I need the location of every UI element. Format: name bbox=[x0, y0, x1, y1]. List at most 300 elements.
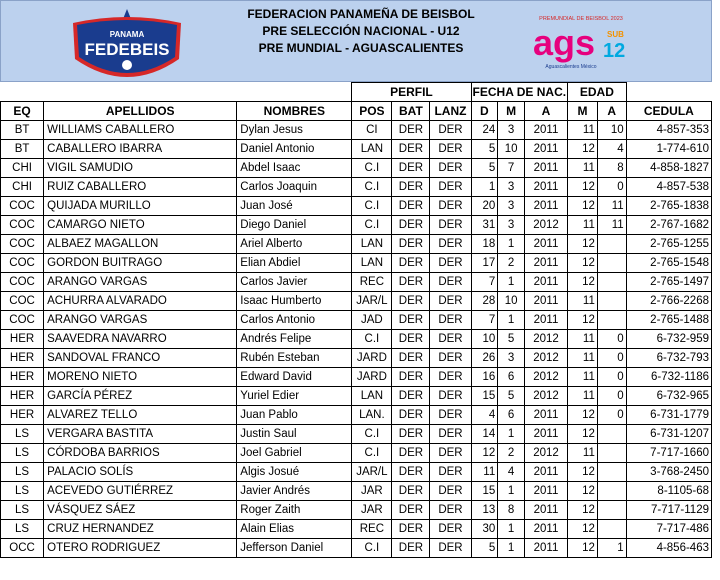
cell-day[interactable]: 18 bbox=[471, 235, 498, 254]
cell-pos[interactable]: C.I bbox=[352, 216, 392, 235]
cell-eq[interactable]: COC bbox=[1, 273, 44, 292]
cell-pos[interactable]: C.I bbox=[352, 330, 392, 349]
cell-day[interactable]: 16 bbox=[471, 368, 498, 387]
cell-age-months[interactable]: 11 bbox=[568, 121, 598, 140]
cell-year[interactable]: 2011 bbox=[524, 311, 567, 330]
cell-age-years[interactable] bbox=[597, 235, 626, 254]
cell-age-years[interactable]: 4 bbox=[597, 140, 626, 159]
cell-lanz[interactable]: DER bbox=[430, 254, 471, 273]
cell-day[interactable]: 15 bbox=[471, 387, 498, 406]
cell-eq[interactable]: HER bbox=[1, 387, 44, 406]
cell-nombres[interactable]: Joel Gabriel bbox=[237, 444, 352, 463]
table-row[interactable] bbox=[1, 539, 712, 558]
cell-lanz[interactable]: DER bbox=[430, 140, 471, 159]
cell-age-months[interactable]: 12 bbox=[568, 501, 598, 520]
cell-age-months[interactable]: 12 bbox=[568, 197, 598, 216]
cell-age-years[interactable]: 10 bbox=[597, 121, 626, 140]
cell-lanz[interactable]: DER bbox=[430, 539, 471, 558]
cell-age-months[interactable]: 12 bbox=[568, 235, 598, 254]
cell-age-years[interactable] bbox=[597, 292, 626, 311]
cell-year[interactable]: 2011 bbox=[524, 121, 567, 140]
cell-pos[interactable]: C.I bbox=[352, 539, 392, 558]
cell-eq[interactable]: CHI bbox=[1, 178, 44, 197]
cell-bat[interactable]: DER bbox=[392, 178, 430, 197]
cell-year[interactable]: 2012 bbox=[524, 444, 567, 463]
cell-year[interactable]: 2011 bbox=[524, 482, 567, 501]
cell-month[interactable]: 2 bbox=[498, 254, 525, 273]
table-row[interactable] bbox=[1, 330, 712, 349]
cell-bat[interactable]: DER bbox=[392, 216, 430, 235]
cell-month[interactable]: 4 bbox=[498, 463, 525, 482]
cell-day[interactable]: 20 bbox=[471, 197, 498, 216]
cell-age-years[interactable]: 0 bbox=[597, 178, 626, 197]
cell-cedula[interactable]: 2-765-1497 bbox=[626, 273, 711, 292]
cell-age-months[interactable]: 11 bbox=[568, 330, 598, 349]
cell-year[interactable]: 2011 bbox=[524, 539, 567, 558]
cell-day[interactable]: 1 bbox=[471, 178, 498, 197]
cell-bat[interactable]: DER bbox=[392, 482, 430, 501]
cell-year[interactable]: 2011 bbox=[524, 159, 567, 178]
cell-month[interactable]: 10 bbox=[498, 292, 525, 311]
cell-pos[interactable]: C.I bbox=[352, 159, 392, 178]
cell-lanz[interactable]: DER bbox=[430, 330, 471, 349]
cell-age-years[interactable] bbox=[597, 482, 626, 501]
cell-year[interactable]: 2011 bbox=[524, 235, 567, 254]
cell-nombres[interactable]: Javier Andrés bbox=[237, 482, 352, 501]
cell-apellidos[interactable]: VÁSQUEZ SÁEZ bbox=[44, 501, 237, 520]
cell-nombres[interactable]: Roger Zaith bbox=[237, 501, 352, 520]
cell-eq[interactable]: HER bbox=[1, 349, 44, 368]
cell-bat[interactable]: DER bbox=[392, 197, 430, 216]
table-row[interactable] bbox=[1, 197, 712, 216]
cell-lanz[interactable]: DER bbox=[430, 349, 471, 368]
cell-month[interactable]: 7 bbox=[498, 159, 525, 178]
cell-year[interactable]: 2011 bbox=[524, 292, 567, 311]
cell-day[interactable]: 31 bbox=[471, 216, 498, 235]
cell-lanz[interactable]: DER bbox=[430, 482, 471, 501]
cell-age-months[interactable]: 11 bbox=[568, 349, 598, 368]
cell-eq[interactable]: BT bbox=[1, 140, 44, 159]
cell-year[interactable]: 2011 bbox=[524, 463, 567, 482]
cell-eq[interactable]: LS bbox=[1, 501, 44, 520]
cell-bat[interactable]: DER bbox=[392, 406, 430, 425]
cell-age-months[interactable]: 12 bbox=[568, 178, 598, 197]
cell-lanz[interactable]: DER bbox=[430, 387, 471, 406]
cell-cedula[interactable]: 6-732-1186 bbox=[626, 368, 711, 387]
cell-pos[interactable]: LAN bbox=[352, 235, 392, 254]
table-row[interactable] bbox=[1, 482, 712, 501]
cell-lanz[interactable]: DER bbox=[430, 311, 471, 330]
cell-age-months[interactable]: 12 bbox=[568, 425, 598, 444]
cell-nombres[interactable]: Justin Saul bbox=[237, 425, 352, 444]
cell-apellidos[interactable]: ARANGO VARGAS bbox=[44, 311, 237, 330]
cell-day[interactable]: 30 bbox=[471, 520, 498, 539]
cell-nombres[interactable]: Isaac Humberto bbox=[237, 292, 352, 311]
cell-nombres[interactable]: Carlos Antonio bbox=[237, 311, 352, 330]
cell-apellidos[interactable]: VERGARA BASTITA bbox=[44, 425, 237, 444]
cell-eq[interactable]: HER bbox=[1, 368, 44, 387]
cell-nombres[interactable]: Juan Pablo bbox=[237, 406, 352, 425]
cell-day[interactable]: 14 bbox=[471, 425, 498, 444]
cell-age-years[interactable] bbox=[597, 273, 626, 292]
cell-month[interactable]: 10 bbox=[498, 140, 525, 159]
cell-age-months[interactable]: 11 bbox=[568, 444, 598, 463]
cell-month[interactable]: 1 bbox=[498, 273, 525, 292]
cell-bat[interactable]: DER bbox=[392, 463, 430, 482]
cell-age-months[interactable]: 11 bbox=[568, 216, 598, 235]
cell-day[interactable]: 5 bbox=[471, 140, 498, 159]
cell-pos[interactable]: JAR bbox=[352, 482, 392, 501]
cell-day[interactable]: 24 bbox=[471, 121, 498, 140]
cell-age-months[interactable]: 12 bbox=[568, 539, 598, 558]
cell-month[interactable]: 3 bbox=[498, 216, 525, 235]
cell-age-months[interactable]: 12 bbox=[568, 463, 598, 482]
table-row[interactable] bbox=[1, 235, 712, 254]
cell-eq[interactable]: BT bbox=[1, 121, 44, 140]
cell-lanz[interactable]: DER bbox=[430, 216, 471, 235]
cell-nombres[interactable]: Alain Elias bbox=[237, 520, 352, 539]
table-row[interactable] bbox=[1, 216, 712, 235]
cell-cedula[interactable]: 6-732-793 bbox=[626, 349, 711, 368]
cell-day[interactable]: 28 bbox=[471, 292, 498, 311]
cell-lanz[interactable]: DER bbox=[430, 501, 471, 520]
cell-bat[interactable]: DER bbox=[392, 330, 430, 349]
cell-day[interactable]: 11 bbox=[471, 463, 498, 482]
cell-bat[interactable]: DER bbox=[392, 349, 430, 368]
cell-nombres[interactable]: Rubén Esteban bbox=[237, 349, 352, 368]
cell-day[interactable]: 12 bbox=[471, 444, 498, 463]
cell-apellidos[interactable]: WILLIAMS CABALLERO bbox=[44, 121, 237, 140]
cell-lanz[interactable]: DER bbox=[430, 292, 471, 311]
cell-year[interactable]: 2011 bbox=[524, 254, 567, 273]
cell-apellidos[interactable]: CÓRDOBA BARRIOS bbox=[44, 444, 237, 463]
cell-cedula[interactable]: 4-857-538 bbox=[626, 178, 711, 197]
cell-age-months[interactable]: 11 bbox=[568, 159, 598, 178]
cell-cedula[interactable]: 2-766-2268 bbox=[626, 292, 711, 311]
cell-year[interactable]: 2011 bbox=[524, 178, 567, 197]
cell-age-years[interactable] bbox=[597, 463, 626, 482]
cell-bat[interactable]: DER bbox=[392, 140, 430, 159]
cell-cedula[interactable]: 3-768-2450 bbox=[626, 463, 711, 482]
table-row[interactable] bbox=[1, 140, 712, 159]
cell-nombres[interactable]: Diego Daniel bbox=[237, 216, 352, 235]
cell-eq[interactable]: OCC bbox=[1, 539, 44, 558]
table-row[interactable] bbox=[1, 292, 712, 311]
cell-age-months[interactable]: 12 bbox=[568, 482, 598, 501]
cell-month[interactable]: 3 bbox=[498, 349, 525, 368]
cell-apellidos[interactable]: CABALLERO IBARRA bbox=[44, 140, 237, 159]
cell-apellidos[interactable]: PALACIO SOLÍS bbox=[44, 463, 237, 482]
cell-nombres[interactable]: Daniel Antonio bbox=[237, 140, 352, 159]
table-row[interactable] bbox=[1, 121, 712, 140]
cell-lanz[interactable]: DER bbox=[430, 368, 471, 387]
cell-cedula[interactable]: 2-765-1838 bbox=[626, 197, 711, 216]
cell-nombres[interactable]: Ariel Alberto bbox=[237, 235, 352, 254]
cell-apellidos[interactable]: ALBAEZ MAGALLON bbox=[44, 235, 237, 254]
cell-pos[interactable]: JAR/L bbox=[352, 292, 392, 311]
cell-eq[interactable]: HER bbox=[1, 406, 44, 425]
cell-eq[interactable]: HER bbox=[1, 330, 44, 349]
cell-nombres[interactable]: Dylan Jesus bbox=[237, 121, 352, 140]
cell-pos[interactable]: C.I bbox=[352, 178, 392, 197]
cell-month[interactable]: 3 bbox=[498, 178, 525, 197]
cell-bat[interactable]: DER bbox=[392, 311, 430, 330]
cell-month[interactable]: 1 bbox=[498, 520, 525, 539]
cell-bat[interactable]: DER bbox=[392, 121, 430, 140]
cell-bat[interactable]: DER bbox=[392, 159, 430, 178]
cell-pos[interactable]: C.I bbox=[352, 444, 392, 463]
cell-age-years[interactable]: 11 bbox=[597, 216, 626, 235]
cell-pos[interactable]: JAR bbox=[352, 501, 392, 520]
cell-month[interactable]: 3 bbox=[498, 121, 525, 140]
cell-lanz[interactable]: DER bbox=[430, 444, 471, 463]
cell-cedula[interactable]: 7-717-1660 bbox=[626, 444, 711, 463]
cell-day[interactable]: 13 bbox=[471, 501, 498, 520]
cell-pos[interactable]: LAN bbox=[352, 254, 392, 273]
cell-lanz[interactable]: DER bbox=[430, 178, 471, 197]
cell-eq[interactable]: COC bbox=[1, 235, 44, 254]
cell-age-years[interactable] bbox=[597, 254, 626, 273]
cell-year[interactable]: 2012 bbox=[524, 368, 567, 387]
cell-cedula[interactable]: 2-767-1682 bbox=[626, 216, 711, 235]
cell-day[interactable]: 4 bbox=[471, 406, 498, 425]
cell-cedula[interactable]: 6-732-965 bbox=[626, 387, 711, 406]
cell-cedula[interactable]: 7-717-1129 bbox=[626, 501, 711, 520]
cell-apellidos[interactable]: OTERO RODRIGUEZ bbox=[44, 539, 237, 558]
cell-bat[interactable]: DER bbox=[392, 273, 430, 292]
cell-year[interactable]: 2012 bbox=[524, 330, 567, 349]
cell-cedula[interactable]: 4-858-1827 bbox=[626, 159, 711, 178]
cell-apellidos[interactable]: ALVAREZ TELLO bbox=[44, 406, 237, 425]
cell-eq[interactable]: COC bbox=[1, 311, 44, 330]
cell-apellidos[interactable]: ARANGO VARGAS bbox=[44, 273, 237, 292]
cell-pos[interactable]: LAN bbox=[352, 387, 392, 406]
cell-nombres[interactable]: Algis Josué bbox=[237, 463, 352, 482]
cell-bat[interactable]: DER bbox=[392, 520, 430, 539]
cell-cedula[interactable]: 4-857-353 bbox=[626, 121, 711, 140]
cell-nombres[interactable]: Elian Abdiel bbox=[237, 254, 352, 273]
cell-nombres[interactable]: Carlos Javier bbox=[237, 273, 352, 292]
cell-eq[interactable]: LS bbox=[1, 444, 44, 463]
cell-month[interactable]: 1 bbox=[498, 482, 525, 501]
table-row[interactable] bbox=[1, 273, 712, 292]
cell-day[interactable]: 17 bbox=[471, 254, 498, 273]
cell-age-years[interactable]: 0 bbox=[597, 368, 626, 387]
cell-bat[interactable]: DER bbox=[392, 425, 430, 444]
cell-year[interactable]: 2012 bbox=[524, 387, 567, 406]
cell-apellidos[interactable]: QUIJADA MURILLO bbox=[44, 197, 237, 216]
cell-month[interactable]: 1 bbox=[498, 425, 525, 444]
cell-nombres[interactable]: Yuriel Edier bbox=[237, 387, 352, 406]
col-header-month: M bbox=[498, 102, 525, 121]
cell-age-years[interactable] bbox=[597, 501, 626, 520]
cell-age-months[interactable]: 12 bbox=[568, 273, 598, 292]
table-row[interactable] bbox=[1, 520, 712, 539]
cell-age-years[interactable] bbox=[597, 311, 626, 330]
cell-eq[interactable]: LS bbox=[1, 520, 44, 539]
cell-apellidos[interactable]: GORDON BUITRAGO bbox=[44, 254, 237, 273]
cell-pos[interactable]: C.I bbox=[352, 197, 392, 216]
cell-pos[interactable]: REC bbox=[352, 520, 392, 539]
cell-apellidos[interactable]: SAAVEDRA NAVARRO bbox=[44, 330, 237, 349]
cell-apellidos[interactable]: SANDOVAL FRANCO bbox=[44, 349, 237, 368]
cell-apellidos[interactable]: MORENO NIETO bbox=[44, 368, 237, 387]
table-row[interactable] bbox=[1, 463, 712, 482]
cell-age-months[interactable]: 12 bbox=[568, 140, 598, 159]
table-row[interactable] bbox=[1, 406, 712, 425]
cell-month[interactable]: 3 bbox=[498, 197, 525, 216]
cell-cedula[interactable]: 6-732-959 bbox=[626, 330, 711, 349]
cell-age-years[interactable] bbox=[597, 444, 626, 463]
cell-lanz[interactable]: DER bbox=[430, 159, 471, 178]
cell-bat[interactable]: DER bbox=[392, 387, 430, 406]
cell-age-months[interactable]: 12 bbox=[568, 254, 598, 273]
cell-age-years[interactable]: 0 bbox=[597, 387, 626, 406]
table-row[interactable] bbox=[1, 444, 712, 463]
cell-eq[interactable]: LS bbox=[1, 482, 44, 501]
cell-eq[interactable]: COC bbox=[1, 197, 44, 216]
cell-lanz[interactable]: DER bbox=[430, 463, 471, 482]
cell-month[interactable]: 5 bbox=[498, 330, 525, 349]
cell-age-months[interactable]: 12 bbox=[568, 406, 598, 425]
table-row[interactable] bbox=[1, 387, 712, 406]
cell-apellidos[interactable]: GARCÍA PÉREZ bbox=[44, 387, 237, 406]
cell-month[interactable]: 5 bbox=[498, 387, 525, 406]
cell-lanz[interactable]: DER bbox=[430, 425, 471, 444]
cell-year[interactable]: 2011 bbox=[524, 273, 567, 292]
table-row[interactable] bbox=[1, 368, 712, 387]
cell-pos[interactable]: REC bbox=[352, 273, 392, 292]
cell-lanz[interactable]: DER bbox=[430, 273, 471, 292]
table-row[interactable] bbox=[1, 311, 712, 330]
cell-pos[interactable]: JARD bbox=[352, 368, 392, 387]
cell-pos[interactable]: LAN bbox=[352, 140, 392, 159]
cell-day[interactable]: 15 bbox=[471, 482, 498, 501]
cell-bat[interactable]: DER bbox=[392, 235, 430, 254]
cell-apellidos[interactable]: RUIZ CABALLERO bbox=[44, 178, 237, 197]
cell-eq[interactable]: COC bbox=[1, 216, 44, 235]
table-row[interactable] bbox=[1, 349, 712, 368]
cell-age-years[interactable]: 8 bbox=[597, 159, 626, 178]
cell-year[interactable]: 2011 bbox=[524, 425, 567, 444]
table-row[interactable] bbox=[1, 501, 712, 520]
cell-age-months[interactable]: 11 bbox=[568, 292, 598, 311]
cell-age-years[interactable] bbox=[597, 425, 626, 444]
cell-eq[interactable]: COC bbox=[1, 292, 44, 311]
cell-cedula[interactable]: 1-774-610 bbox=[626, 140, 711, 159]
cell-year[interactable]: 2011 bbox=[524, 501, 567, 520]
cell-year[interactable]: 2012 bbox=[524, 349, 567, 368]
cell-pos[interactable]: CI bbox=[352, 121, 392, 140]
cell-day[interactable]: 5 bbox=[471, 159, 498, 178]
cell-apellidos[interactable]: CRUZ HERNANDEZ bbox=[44, 520, 237, 539]
cell-age-years[interactable]: 0 bbox=[597, 330, 626, 349]
cell-day[interactable]: 5 bbox=[471, 539, 498, 558]
cell-nombres[interactable]: Abdel Isaac bbox=[237, 159, 352, 178]
cell-nombres[interactable]: Juan José bbox=[237, 197, 352, 216]
cell-month[interactable]: 1 bbox=[498, 539, 525, 558]
cell-age-months[interactable]: 11 bbox=[568, 387, 598, 406]
table-row[interactable] bbox=[1, 159, 712, 178]
cell-bat[interactable]: DER bbox=[392, 368, 430, 387]
cell-age-years[interactable]: 11 bbox=[597, 197, 626, 216]
table-row[interactable] bbox=[1, 178, 712, 197]
cell-cedula[interactable]: 8-1105-68 bbox=[626, 482, 711, 501]
cell-day[interactable]: 7 bbox=[471, 273, 498, 292]
cell-apellidos[interactable]: CAMARGO NIETO bbox=[44, 216, 237, 235]
cell-apellidos[interactable]: VIGIL SAMUDIO bbox=[44, 159, 237, 178]
cell-apellidos[interactable]: ACHURRA ALVARADO bbox=[44, 292, 237, 311]
cell-day[interactable]: 10 bbox=[471, 330, 498, 349]
cell-apellidos[interactable]: ACEVEDO GUTIÉRREZ bbox=[44, 482, 237, 501]
cell-day[interactable]: 26 bbox=[471, 349, 498, 368]
cell-pos[interactable]: LAN. bbox=[352, 406, 392, 425]
cell-eq[interactable]: LS bbox=[1, 463, 44, 482]
cell-age-years[interactable]: 0 bbox=[597, 406, 626, 425]
cell-day[interactable]: 7 bbox=[471, 311, 498, 330]
cell-month[interactable]: 1 bbox=[498, 235, 525, 254]
cell-year[interactable]: 2011 bbox=[524, 520, 567, 539]
cell-nombres[interactable]: Carlos Joaquin bbox=[237, 178, 352, 197]
cell-bat[interactable]: DER bbox=[392, 539, 430, 558]
cell-eq[interactable]: LS bbox=[1, 425, 44, 444]
cell-cedula[interactable]: 4-856-463 bbox=[626, 539, 711, 558]
cell-age-months[interactable]: 12 bbox=[568, 520, 598, 539]
cell-age-years[interactable]: 0 bbox=[597, 349, 626, 368]
cell-bat[interactable]: DER bbox=[392, 292, 430, 311]
cell-cedula[interactable]: 6-731-1779 bbox=[626, 406, 711, 425]
cell-lanz[interactable]: DER bbox=[430, 197, 471, 216]
table-row[interactable] bbox=[1, 425, 712, 444]
cell-bat[interactable]: DER bbox=[392, 501, 430, 520]
cell-month[interactable]: 1 bbox=[498, 311, 525, 330]
cell-bat[interactable]: DER bbox=[392, 444, 430, 463]
cell-lanz[interactable]: DER bbox=[430, 406, 471, 425]
cell-year[interactable]: 2012 bbox=[524, 216, 567, 235]
cell-pos[interactable]: JAD bbox=[352, 311, 392, 330]
cell-lanz[interactable]: DER bbox=[430, 121, 471, 140]
cell-eq[interactable]: CHI bbox=[1, 159, 44, 178]
cell-cedula[interactable]: 2-765-1488 bbox=[626, 311, 711, 330]
cell-year[interactable]: 2011 bbox=[524, 140, 567, 159]
cell-age-years[interactable]: 1 bbox=[597, 539, 626, 558]
table-row[interactable] bbox=[1, 254, 712, 273]
cell-month[interactable]: 6 bbox=[498, 406, 525, 425]
cell-year[interactable]: 2011 bbox=[524, 197, 567, 216]
cell-month[interactable]: 2 bbox=[498, 444, 525, 463]
cell-age-years[interactable] bbox=[597, 520, 626, 539]
cell-pos[interactable]: JARD bbox=[352, 349, 392, 368]
cell-cedula[interactable]: 2-765-1255 bbox=[626, 235, 711, 254]
cell-year[interactable]: 2011 bbox=[524, 406, 567, 425]
cell-month[interactable]: 8 bbox=[498, 501, 525, 520]
cell-month[interactable]: 6 bbox=[498, 368, 525, 387]
cell-eq[interactable]: COC bbox=[1, 254, 44, 273]
cell-cedula[interactable]: 7-717-486 bbox=[626, 520, 711, 539]
cell-cedula[interactable]: 2-765-1548 bbox=[626, 254, 711, 273]
cell-pos[interactable]: C.I bbox=[352, 425, 392, 444]
cell-lanz[interactable]: DER bbox=[430, 235, 471, 254]
cell-age-months[interactable]: 12 bbox=[568, 311, 598, 330]
cell-nombres[interactable]: Edward David bbox=[237, 368, 352, 387]
cell-pos[interactable]: JAR/L bbox=[352, 463, 392, 482]
cell-lanz[interactable]: DER bbox=[430, 520, 471, 539]
cell-bat[interactable]: DER bbox=[392, 254, 430, 273]
cell-nombres[interactable]: Andrés Felipe bbox=[237, 330, 352, 349]
cell-age-months[interactable]: 11 bbox=[568, 368, 598, 387]
cell-cedula[interactable]: 6-731-1207 bbox=[626, 425, 711, 444]
cell-nombres[interactable]: Jefferson Daniel bbox=[237, 539, 352, 558]
